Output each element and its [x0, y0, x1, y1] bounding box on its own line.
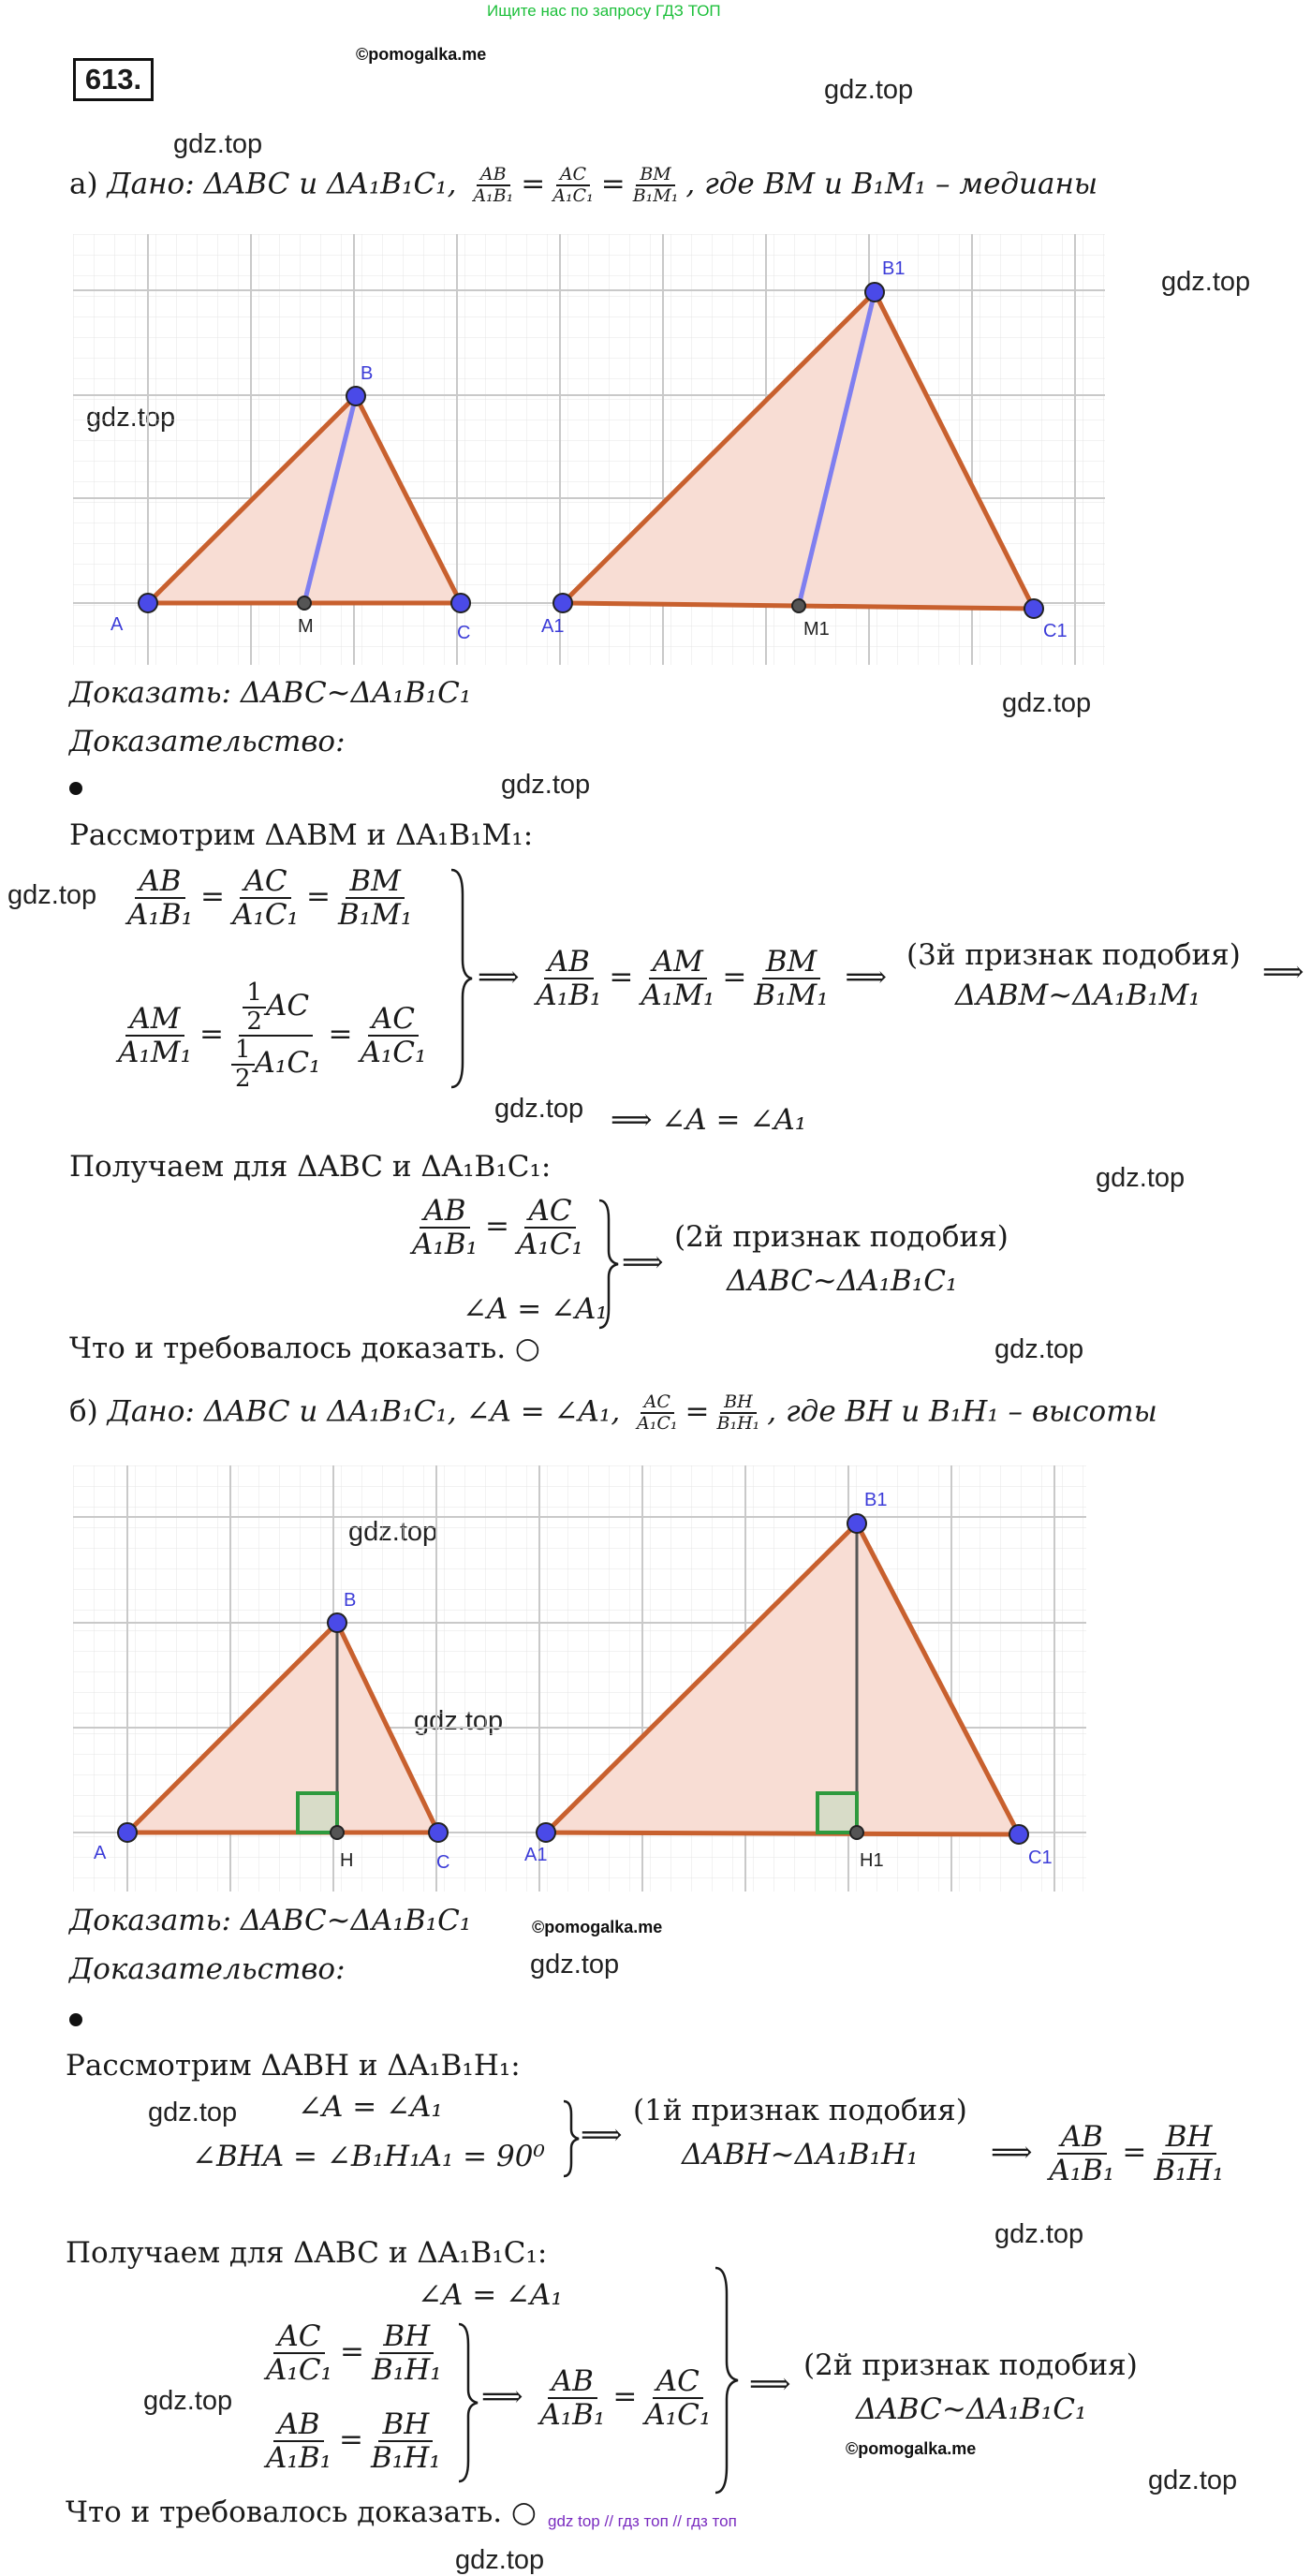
consider-abh: Рассмотрим ΔABH и ΔA₁B₁H₁:: [66, 2049, 521, 2083]
watermark: gdz.top: [1161, 267, 1251, 297]
watermark: gdz.top: [143, 2386, 233, 2416]
eq-ab-bh-b: $\frac{AB}{\text{A₁B₁}}$ = $\frac{BH}{\text{B₁H₁}}$: [266, 2407, 441, 2476]
label-c: C: [436, 1852, 450, 1873]
arrow: ⟹: [1262, 955, 1304, 989]
point-h1: [850, 1826, 863, 1839]
criterion-2b: (2й признак подобия): [803, 2348, 1138, 2382]
watermark: gdz.top: [1096, 1163, 1186, 1193]
eq-ab-ac-b: ⟹ $\frac{AB}{\text{A₁B₁}}$ = $\frac{AC}{\text{A₁C₁}}$: [481, 2364, 712, 2433]
label-b: B: [344, 1590, 357, 1611]
angle-bha: ∠BHA = ∠B₁H₁A₁ = 90⁰: [192, 2140, 545, 2173]
point-m1: [792, 599, 805, 612]
watermark: gdz.top: [1002, 688, 1092, 718]
point-a: [139, 594, 157, 612]
eq-ab-bh: ⟹ $\frac{AB}{\text{A₁B₁}}$ = $\frac{BH}{\text{B₁H₁}}$: [991, 2120, 1224, 2188]
point-b1: [865, 283, 884, 302]
label-b: B: [361, 363, 374, 384]
proof-label-a: Доказательство:: [69, 725, 346, 758]
similarity-abh: ΔABH~ΔA₁B₁H₁: [682, 2138, 919, 2171]
copyright-label: ©pomogalka.me: [532, 1918, 663, 1936]
brace-right-b2: [455, 2320, 483, 2487]
qed-a: Что и требовалось доказать. ○: [69, 1332, 540, 1365]
point-a: [118, 1823, 137, 1842]
label-c1: C1: [1028, 1847, 1053, 1868]
copyright-label: ©pomogalka.me: [356, 45, 487, 64]
point-m: [298, 596, 311, 610]
point-b: [346, 387, 365, 405]
point-c: [429, 1823, 448, 1842]
label-b1: B1: [864, 1490, 888, 1510]
copyright-label: ©pomogalka.me: [846, 2439, 977, 2458]
proof-label-b: Доказательство:: [69, 1952, 346, 1986]
angle-conclusion: ⟹ ∠A = ∠A₁: [611, 1103, 807, 1137]
get-for-b: Получаем для ΔABC и ΔA₁B₁C₁:: [66, 2236, 548, 2270]
point-b1: [847, 1514, 866, 1533]
watermark: gdz.top: [530, 1950, 620, 1980]
watermark: gdz.top: [501, 770, 591, 800]
label-a1: A1: [541, 616, 565, 637]
arrow: ⟹: [581, 2118, 623, 2152]
figure-b: [73, 1465, 1086, 1892]
figure-a: [73, 234, 1105, 665]
right-angle-h: [298, 1793, 337, 1833]
eq-am-half-ac: $\frac{AM}{\text{A₁M₁}}$ = $\frac{1}{2}$ AC $\frac{1}{2}$ A₁C₁ = $\frac{AC}{\text{A₁C₁}}$: [118, 979, 427, 1093]
watermark: gdz.top: [494, 1094, 584, 1124]
label-m1: M1: [803, 619, 830, 640]
label-b1: B1: [882, 258, 906, 279]
watermark: gdz.top: [455, 2545, 545, 2575]
eq-ab-ac-bm: $\frac{AB}{\text{A₁B₁}}$ = $\frac{AC}{\text{A₁C₁}}$ = $\frac{BM}{\text{B₁M₁}}$: [127, 864, 413, 933]
brace-right-a2: [596, 1197, 624, 1332]
criterion-1: (1й признак подобия): [633, 2094, 967, 2127]
watermark: gdz.top: [7, 880, 97, 910]
given-b: б) Дано: ΔABC и ΔA₁B₁C₁, ∠A = ∠A₁, $\frac{AC}{\text{A₁C₁}}$ = $\frac{BH}{\text{B₁H₁}}$ , где BH и B₁H₁ – высоты: [69, 1391, 1157, 1434]
get-for-a: Получаем для ΔABC и ΔA₁B₁C₁:: [69, 1150, 552, 1184]
point-a1: [537, 1823, 555, 1842]
prove-a: Доказать: ΔABC~ΔA₁B₁C₁: [69, 676, 472, 710]
label-m: M: [298, 616, 314, 637]
label-c1: C1: [1043, 621, 1068, 641]
bullet: [69, 2013, 82, 2026]
watermark: gdz.top: [824, 75, 914, 105]
arrow: ⟹: [749, 2367, 791, 2401]
given-a: а) Дано: ΔABC и ΔA₁B₁C₁, $\frac{AB}{\text{A₁B₁}}$ = $\frac{AC}{\text{A₁C₁}}$ = $\frac{BM}{\text{B₁M₁}}$ , где BM и B₁M₁ – медианы: [69, 164, 1098, 206]
watermark: gdz.top: [994, 1334, 1084, 1364]
arrow: ⟹: [622, 1245, 664, 1279]
bullet: [69, 782, 82, 795]
right-angle-h1: [818, 1793, 857, 1833]
brace-right-b3: [712, 2264, 744, 2498]
consider-abm: Рассмотрим ΔABM и ΔA₁B₁M₁:: [69, 818, 534, 852]
angle-eq-b: ∠A = ∠A₁: [298, 2090, 443, 2124]
label-h1: H1: [860, 1850, 884, 1871]
label-a: A: [110, 614, 124, 635]
watermark: gdz.top: [994, 2219, 1084, 2249]
brace-right-a1: [448, 866, 476, 1091]
watermark: gdz.top: [1148, 2466, 1238, 2495]
qed-b: Что и требовалось доказать. ○: [66, 2495, 537, 2529]
angle-eq-a: ∠A = ∠A₁: [463, 1292, 608, 1326]
header-link[interactable]: Ищите нас по запросу ГДЗ ТОП: [487, 2, 721, 20]
eq-ab-ac-a: $\frac{AB}{\text{A₁B₁}}$ = $\frac{AC}{\text{A₁C₁}}$: [412, 1194, 583, 1262]
criterion-2a: (2й признак подобия): [674, 1220, 1009, 1254]
watermark: gdz.top: [148, 2098, 238, 2127]
point-b: [328, 1613, 346, 1632]
label-a: A: [94, 1843, 107, 1863]
point-a1: [553, 594, 572, 612]
watermark: gdz.top: [173, 129, 263, 159]
point-c: [451, 594, 470, 612]
footer-link[interactable]: gdz top // гдз топ // гдз топ: [548, 2512, 737, 2530]
label-a1: A1: [524, 1845, 548, 1865]
label-c: C: [457, 623, 471, 643]
point-c1: [1024, 599, 1043, 618]
criterion-3: (3й признак подобия): [906, 938, 1241, 972]
similarity-abc-a: ΔABC~ΔA₁B₁C₁: [727, 1264, 958, 1298]
point-c1: [1009, 1825, 1028, 1844]
prove-b: Доказать: ΔABC~ΔA₁B₁C₁: [69, 1904, 472, 1937]
similarity-abc-b: ΔABC~ΔA₁B₁C₁: [856, 2392, 1087, 2426]
problem-number: 613.: [73, 58, 154, 101]
point-h: [331, 1826, 344, 1839]
angle-eq-b2: ∠A = ∠A₁: [418, 2278, 563, 2312]
label-h: H: [340, 1850, 354, 1871]
eq-ac-bh: $\frac{AC}{\text{A₁C₁}}$ = $\frac{BH}{\text{B₁H₁}}$: [266, 2319, 442, 2388]
similarity-abm: ΔABM~ΔA₁B₁M₁: [955, 979, 1201, 1012]
conclusion-abm: ⟹ $\frac{AB}{\text{A₁B₁}}$ = $\frac{AM}{\text{A₁M₁}}$ = $\frac{BM}{\text{B₁M₁}}$ ⟹: [478, 945, 887, 1013]
